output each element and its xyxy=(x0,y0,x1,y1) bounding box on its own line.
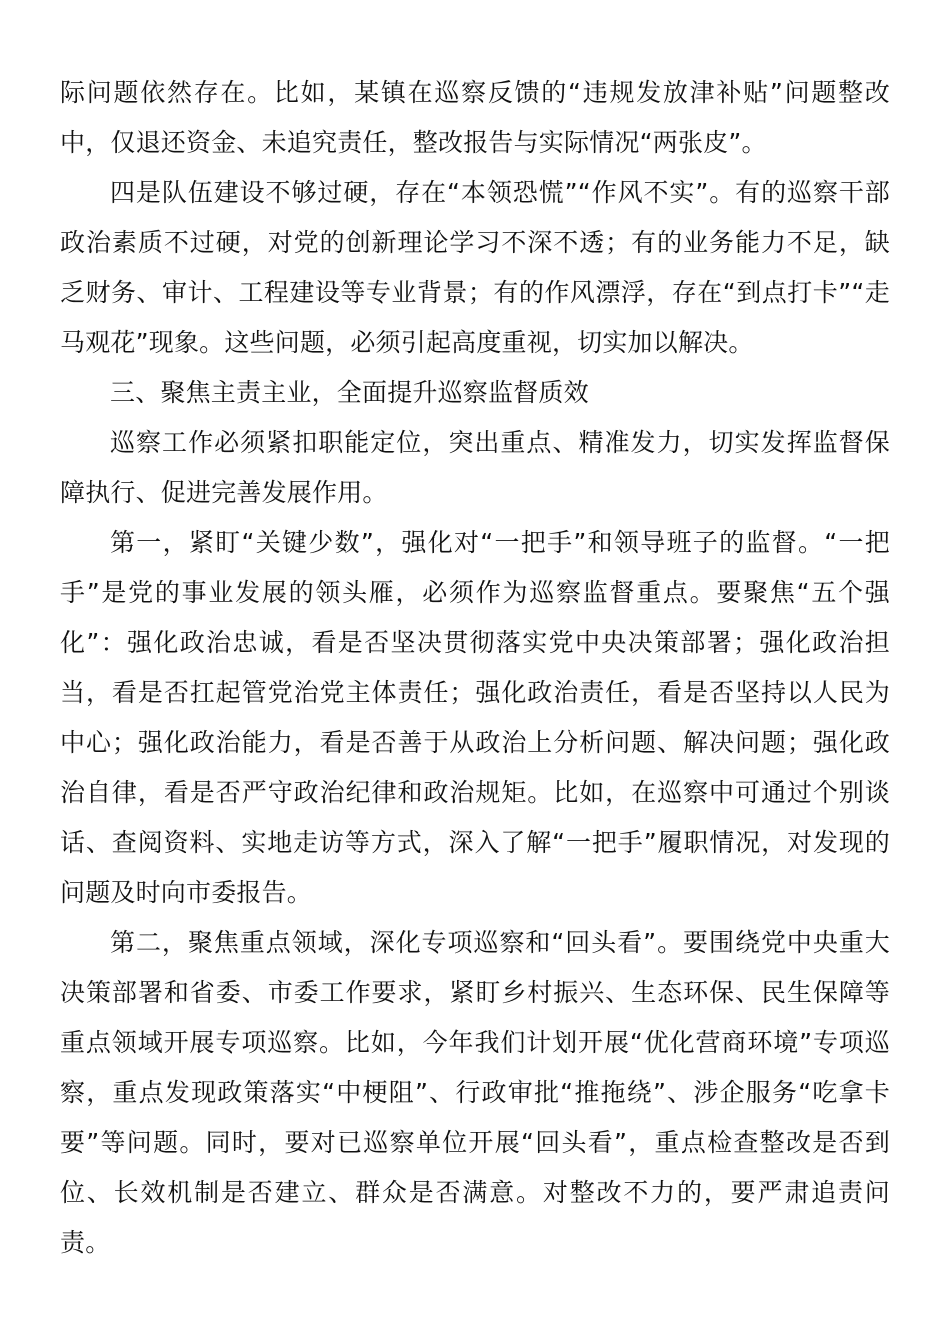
paragraph-continuation: 际问题依然存在。比如，某镇在巡察反馈的“违规发放津补贴”问题整改中，仅退还资金、未追究责任，整改报告与实际情况“两张皮”。 xyxy=(60,78,890,157)
paragraph-second-key-areas: 第二，聚焦重点领域，深化专项巡察和“回头看”。要围绕党中央重大决策部署和省委、市委工作要求，紧盯乡村振兴、生态环保、民生保障等重点领域开展专项巡察。比如，今年我们计划开展“优化营商环境”专项巡察，重点发现政策落实“中梗阻”、行政审批“推拖绕”、涉企服务“吃拿卡要”等问题。同时，要对已巡察单位开展“回头看”，重点检查整改是否到位、长效机制是否建立、群众是否满意。对整改不力的，要严肃追责问责。 xyxy=(60,928,890,1257)
paragraph-inspection-positioning: 巡察工作必须紧扣职能定位，突出重点、精准发力，切实发挥监督保障执行、促进完善发展作用。 xyxy=(60,428,890,507)
paragraph-first-key-minority: 第一，紧盯“关键少数”，强化对“一把手”和领导班子的监督。“一把手”是党的事业发展的领头雁，必须作为巡察监督重点。要聚焦“五个强化”：强化政治忠诚，看是否坚决贯彻落实党中央决策部署；强化政治担当，看是否扛起管党治党主体责任；强化政治责任，看是否坚持以人民为中心；强化政治能力，看是否善于从政治上分析问题、解决问题；强化政治自律，看是否严守政治纪律和政治规矩。比如，在巡察中可通过个别谈话、查阅资料、实地走访等方式，深入了解“一把手”履职情况，对发现的问题及时向市委报告。 xyxy=(60,528,890,907)
document-body xyxy=(60,68,890,1268)
section-heading-three: 三、聚焦主责主业，全面提升巡察监督质效 xyxy=(110,378,589,407)
paragraph-team-building: 四是队伍建设不够过硬，存在“本领恐慌”“作风不实”。有的巡察干部政治素质不过硬，对党的创新理论学习不深不透；有的业务能力不足，缺乏财务、审计、工程建设等专业背景；有的作风漂浮，存在“到点打卡”“走马观花”现象。这些问题，必须引起高度重视，切实加以解决。 xyxy=(60,178,890,357)
